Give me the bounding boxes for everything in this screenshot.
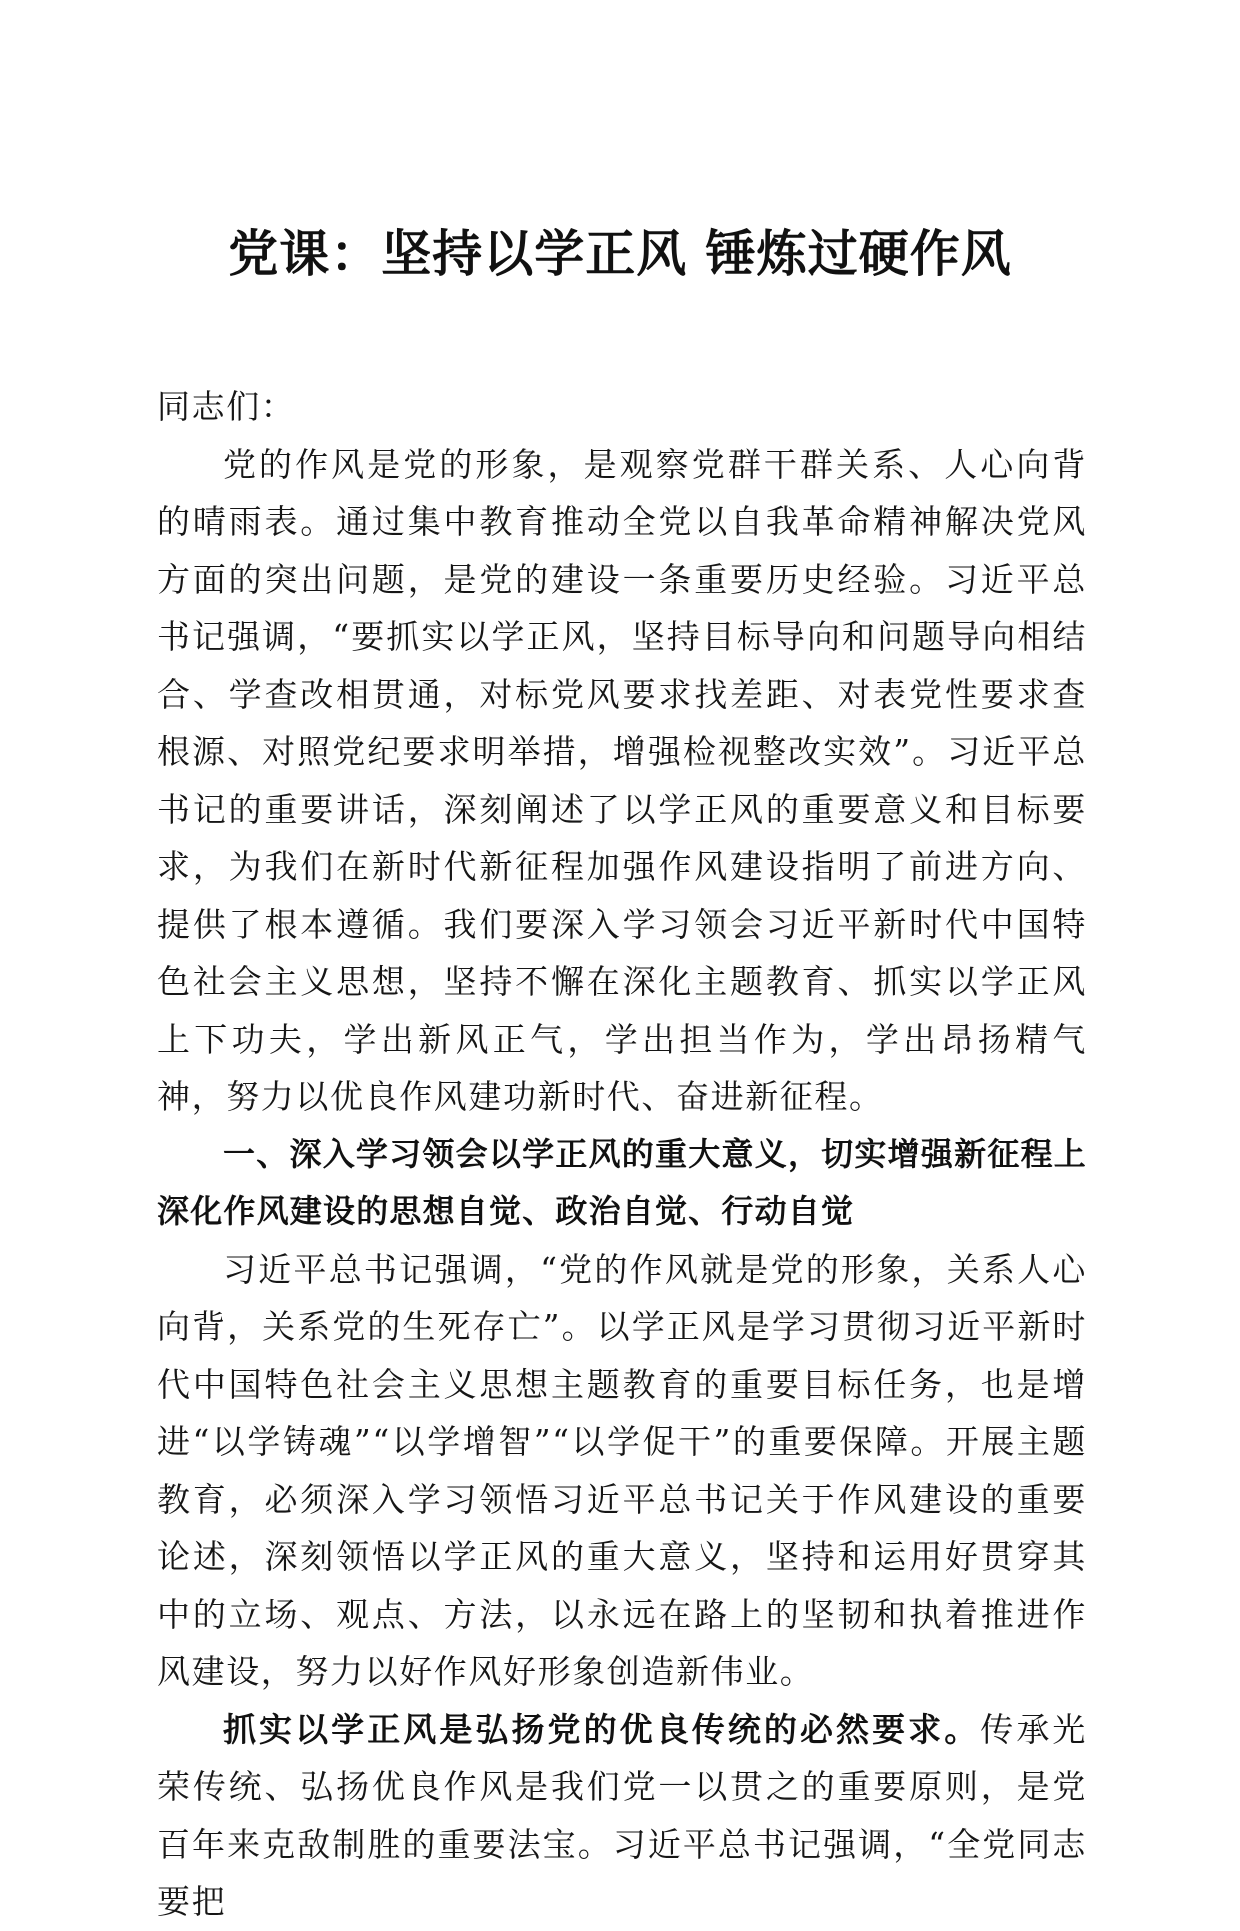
section-heading-1: 一、深入学习领会以学正风的重大意义，切实增强新征程上深化作风建设的思想自觉、政治自觉、行动自觉 xyxy=(157,1134,1087,1230)
paragraph-lead-sentence: 抓实以学正风是弘扬党的优良传统的必然要求。 xyxy=(223,1709,981,1749)
document-body xyxy=(157,378,1087,1931)
paragraph-section-1-point-1 xyxy=(157,1701,1087,1931)
paragraph-section-1: 习近平总书记强调，“党的作风就是党的形象，关系人心向背，关系党的生死存亡”。以学正风是学习贯彻习近平新时代中国特色社会主义思想主题教育的重要目标任务，也是增进“以学铸魂”“以学增智”“以学促干”的重要保障。开展主题教育，必须深入学习领悟习近平总书记关于作风建设的重要论述，深刻领悟以学正风的重大意义，坚持和运用好贯穿其中的立场、观点、方法，以永远在路上的坚韧和执着推进作风建设，努力以好作风好形象创造新伟业。 xyxy=(157,1249,1087,1691)
paragraph-intro: 党的作风是党的形象，是观察党群干群关系、人心向背的晴雨表。通过集中教育推动全党以自我革命精神解决党风方面的突出问题，是党的建设一条重要历史经验。习近平总书记强调，“要抓实以学正风，坚持目标导向和问题导向相结合、学查改相贯通，对标党风要求找差距、对表党性要求查根源、对照党纪要求明举措，增强检视整改实效”。习近平总书记的重要讲话，深刻阐述了以学正风的重要意义和目标要求，为我们在新时代新征程加强作风建设指明了前进方向、提供了根本遵循。我们要深入学习领会习近平新时代中国特色社会主义思想，坚持不懈在深化主题教育、抓实以学正风上下功夫，学出新风正气，学出担当作为，学出昂扬精气神，努力以优良作风建功新时代、奋进新征程。 xyxy=(157,444,1087,1116)
paragraph-text: 传承光荣传统、弘扬优良作风是我们党一以贯之的重要原则，是党百年来克敌制胜的重要法宝。习近平总书记强调，“全党同志要把 xyxy=(157,1709,1087,1921)
document-title: 党课：坚持以学正风 锤炼过硬作风 xyxy=(228,224,1012,283)
salutation: 同志们： xyxy=(157,387,296,426)
